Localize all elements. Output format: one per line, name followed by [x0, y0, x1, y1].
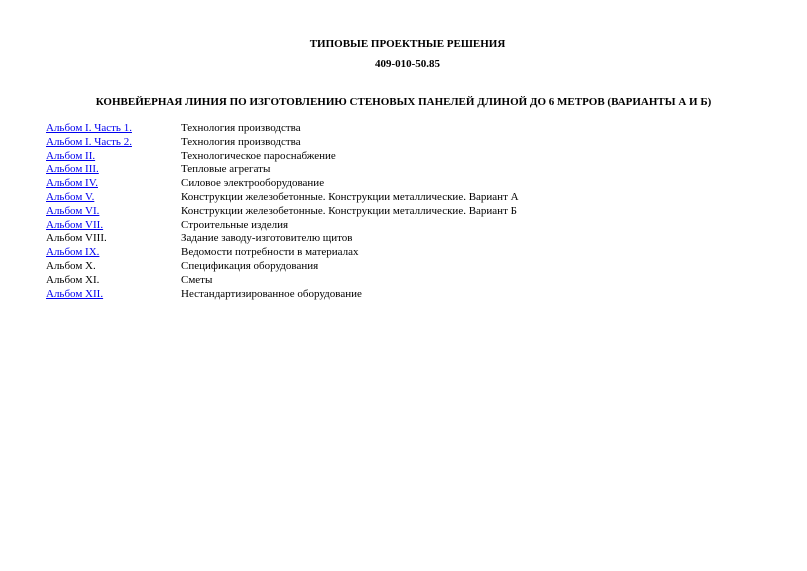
album-row	[46, 219, 766, 233]
album-description: Технология производства	[181, 122, 301, 134]
album-cell	[46, 150, 181, 164]
album-description: Спецификация оборудования	[181, 259, 319, 272]
album-link[interactable]: Альбом I. Часть 1.	[46, 122, 132, 134]
album-cell	[46, 177, 181, 191]
album-cell	[46, 136, 181, 150]
album-cell	[46, 122, 181, 136]
album-description: Конструкции железобетонные. Конструкции металлические. Вариант А	[181, 190, 519, 203]
album-cell	[46, 288, 181, 302]
album-cell	[46, 274, 181, 288]
album-link[interactable]: Альбом VI.	[46, 204, 100, 217]
album-label: Альбом VIII.	[46, 232, 107, 245]
album-description: Сметы	[181, 273, 213, 286]
album-list	[46, 122, 766, 301]
album-description: Технология производства	[181, 135, 301, 148]
album-link[interactable]: Альбом II.	[46, 149, 96, 162]
album-link[interactable]: Альбом III.	[46, 163, 99, 176]
album-cell	[46, 246, 181, 260]
album-row	[46, 136, 766, 150]
album-label: Альбом X.	[46, 259, 96, 272]
document-title: КОНВЕЙЕРНАЯ ЛИНИЯ ПО ИЗГОТОВЛЕНИЮ СТЕНОВЫХ ПАНЕЛЕЙ ДЛИНОЙ ДО 6 МЕТРОВ (ВАРИАНТЫ А И Б)	[95, 96, 712, 108]
document-code: 409-010-50.85	[374, 58, 441, 70]
album-description: Технологическое пароснабжение	[181, 149, 336, 162]
album-cell	[46, 191, 181, 205]
album-link[interactable]: Альбом VII.	[46, 218, 104, 231]
album-cell	[46, 205, 181, 219]
series-heading: ТИПОВЫЕ ПРОЕКТНЫЕ РЕШЕНИЯ	[309, 38, 506, 50]
album-label: Альбом XI.	[46, 273, 100, 286]
album-description: Нестандартизированное оборудование	[181, 287, 362, 300]
album-row	[46, 246, 766, 260]
album-row	[46, 232, 766, 246]
album-row	[46, 122, 766, 136]
album-description: Тепловые агрегаты	[181, 163, 271, 176]
album-link[interactable]: Альбом IX.	[46, 246, 100, 259]
album-description: Конструкции железобетонные. Конструкции металлические. Вариант Б	[181, 204, 517, 217]
album-cell	[46, 163, 181, 177]
album-row	[46, 274, 766, 288]
album-row	[46, 205, 766, 219]
album-link[interactable]: Альбом IV.	[46, 177, 98, 190]
album-link[interactable]: Альбом V.	[46, 190, 95, 203]
album-description: Силовое электрооборудование	[181, 177, 325, 190]
album-link[interactable]: Альбом XII.	[46, 287, 104, 300]
album-description: Ведомости потребности в материалах	[181, 246, 359, 259]
album-cell	[46, 260, 181, 274]
album-row	[46, 163, 766, 177]
album-row	[46, 260, 766, 274]
album-link[interactable]: Альбом I. Часть 2.	[46, 135, 132, 148]
album-cell	[46, 219, 181, 233]
album-row	[46, 288, 766, 302]
album-description: Задание заводу-изготовителю щитов	[181, 232, 353, 245]
album-row	[46, 150, 766, 164]
album-description: Строительные изделия	[181, 218, 289, 231]
album-row	[46, 191, 766, 205]
album-cell	[46, 232, 181, 246]
album-row	[46, 177, 766, 191]
